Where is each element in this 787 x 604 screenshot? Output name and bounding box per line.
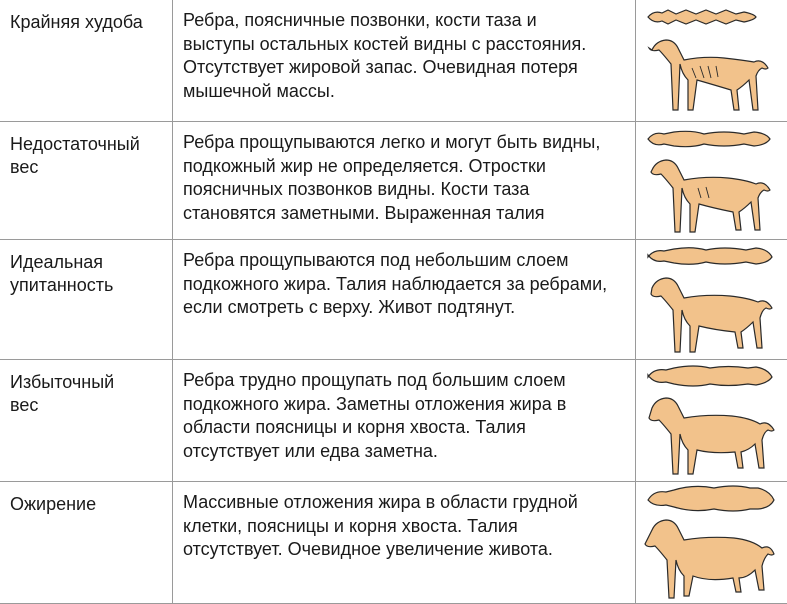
condition-name-cell bbox=[0, 360, 173, 481]
condition-name-cell bbox=[0, 122, 173, 239]
emaciated-dog-icon bbox=[636, 0, 787, 121]
condition-description: Ребра, поясничные позвонки, кости таза и выступы остальных костей видны с расстояния. Отсутствует жировой запас. Очевидная потеря мышечной массы. bbox=[183, 10, 587, 101]
table-row bbox=[0, 239, 787, 359]
table-row bbox=[0, 121, 787, 239]
condition-description: Массивные отложения жира в области грудной клетки, поясницы и корня хвоста. Талия отсутствует. Очевидное увеличение живота. bbox=[183, 492, 578, 559]
condition-description-cell bbox=[173, 240, 636, 359]
dog-top-view bbox=[642, 242, 782, 272]
dog-side-view bbox=[642, 154, 782, 240]
dog-side-view bbox=[642, 272, 782, 358]
condition-description-cell bbox=[173, 0, 636, 121]
condition-description-cell bbox=[173, 482, 636, 603]
condition-name: Крайняя худоба bbox=[10, 12, 143, 32]
dog-side-view bbox=[642, 392, 782, 478]
condition-name: Идеальная упитанность bbox=[10, 252, 114, 295]
table-row bbox=[0, 359, 787, 481]
condition-description: Ребра прощупываются легко и могут быть видны, подкожный жир не определяется. Отростки поясничных позвонков видны. Кости таза становятся заметными. Выраженная талия bbox=[183, 132, 601, 223]
condition-description: Ребра прощупываются под небольшим слоем подкожного жира. Талия наблюдается за ребрами, если смотреть с верху. Живот подтянут. bbox=[183, 250, 608, 317]
condition-name-cell bbox=[0, 0, 173, 121]
dog-top-view bbox=[642, 362, 782, 392]
condition-description-cell bbox=[173, 360, 636, 481]
condition-name-cell bbox=[0, 240, 173, 359]
condition-name: Недостаточный вес bbox=[10, 134, 140, 177]
underweight-dog-icon bbox=[636, 122, 787, 239]
overweight-dog-icon bbox=[636, 360, 787, 481]
condition-name: Избыточный вес bbox=[10, 372, 115, 415]
condition-name: Ожирение bbox=[10, 494, 97, 514]
dog-top-view bbox=[642, 124, 782, 154]
obese-dog-icon bbox=[636, 482, 787, 603]
condition-description-cell bbox=[173, 122, 636, 239]
condition-name-cell bbox=[0, 482, 173, 603]
table-row bbox=[0, 0, 787, 121]
dog-top-view bbox=[642, 484, 782, 516]
condition-description: Ребра трудно прощупать под большим слоем подкожного жира. Заметны отложения жира в области поясницы и корня хвоста. Талия отсутствует или едва заметна. bbox=[183, 370, 567, 461]
table-row bbox=[0, 481, 787, 603]
dog-side-view bbox=[642, 32, 782, 118]
dog-side-view bbox=[642, 514, 782, 600]
dog-top-view bbox=[642, 2, 782, 32]
ideal-dog-icon bbox=[636, 240, 787, 359]
